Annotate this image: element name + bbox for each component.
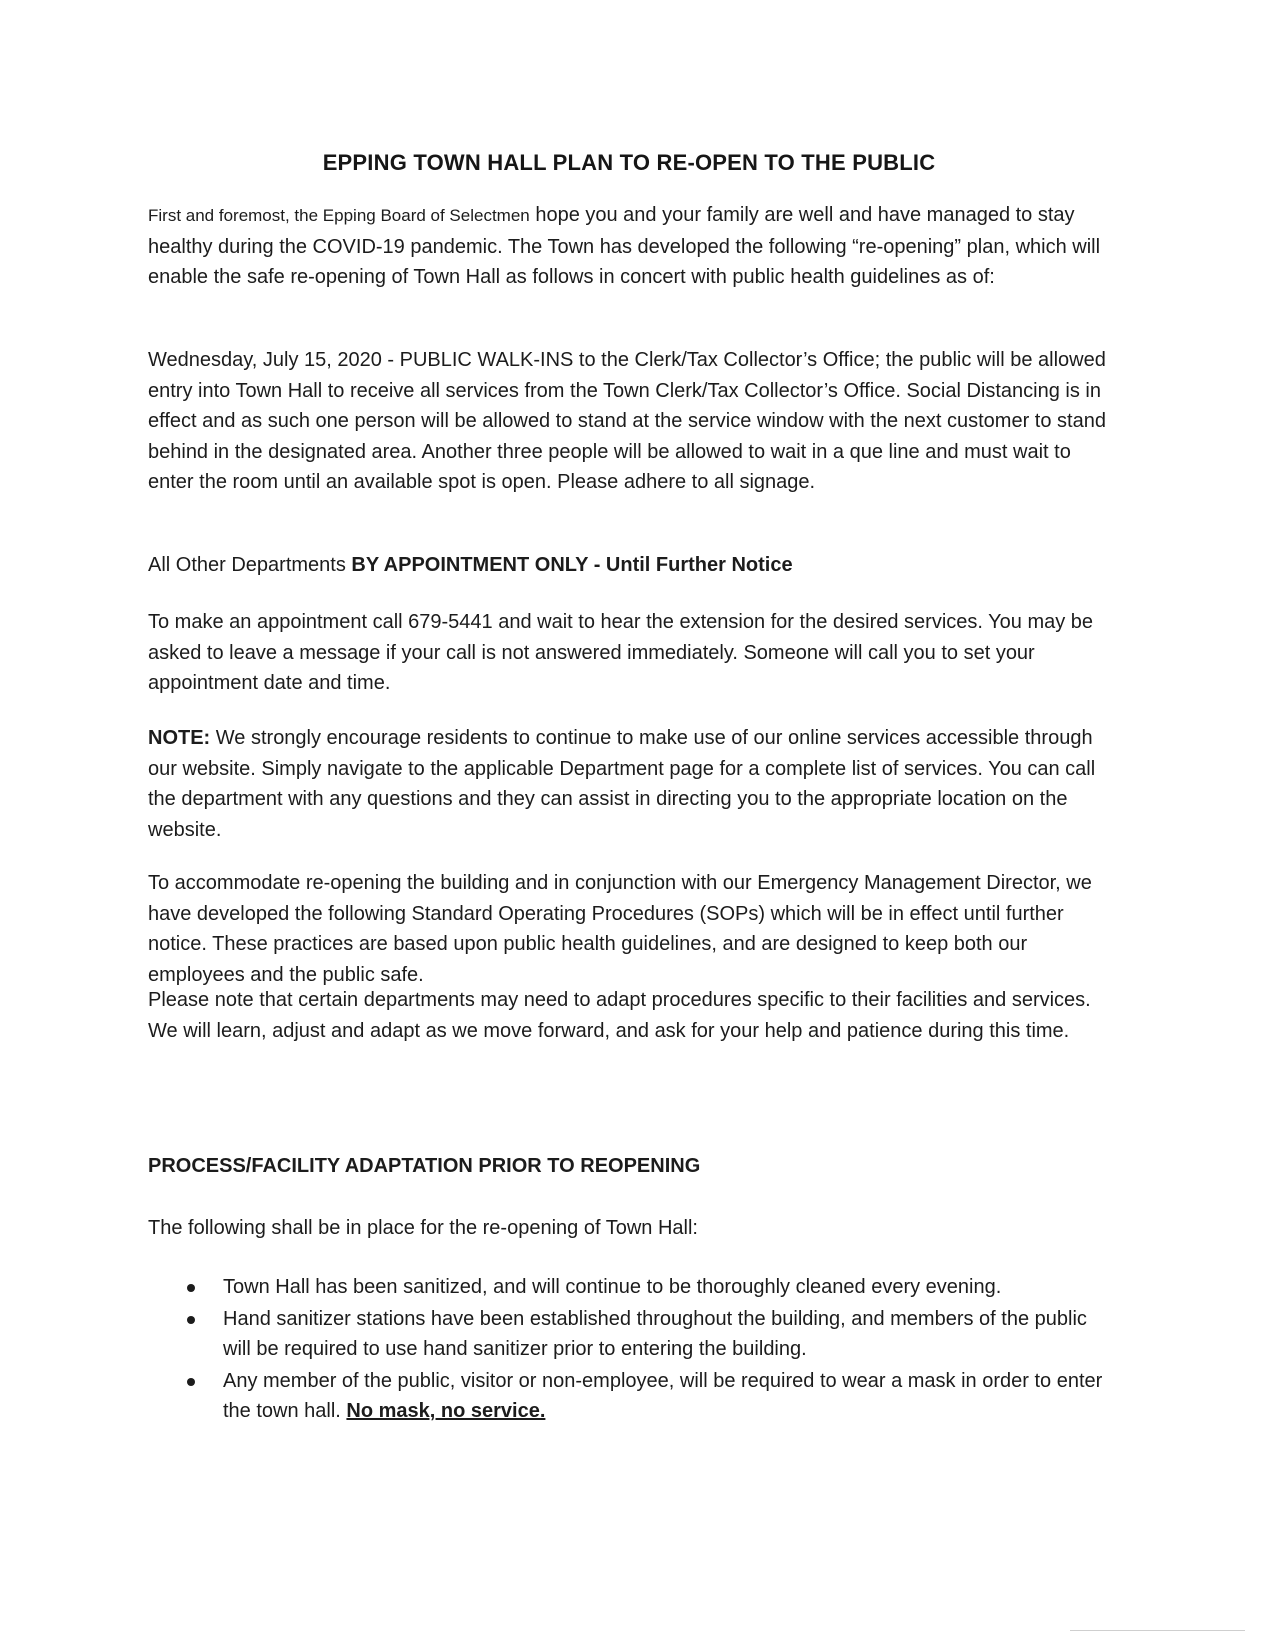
- bullet-icon: [187, 1284, 195, 1292]
- walkins-paragraph: Wednesday, July 15, 2020 - PUBLIC WALK-INS to the Clerk/Tax Collector’s Office; the public will be allowed entry into Town Hall to receive all services from the Town Clerk/Tax Collector’s Office. Social Distancing is in effect and as such one person will be allowed to stand at the service window with the next customer to stand behind in the designated area. Another three people will be allowed to wait in a que line and must wait to enter the room until an available spot is open. Please adhere to all signage.: [148, 349, 1106, 493]
- requirements-list: [148, 1272, 1118, 1428]
- intro-rest: hope you and your family are well and have managed to stay healthy during the COVID-19 pandemic. The Town has developed the following “re-opening” plan, which will enable the safe re-opening of Town Hall as follows in concert with public health guidelines as of:: [148, 204, 1101, 288]
- list-item: [148, 1366, 1118, 1427]
- note-text: We strongly encourage residents to continue to make use of our online services accessible through our website. Simply navigate to the applicable Department page for a complete list of services. You can call the department with any questions and they can assist in directing you to the appropriate location on the website.: [148, 727, 1096, 841]
- sop-paragraph: To accommodate re-opening the building and in conjunction with our Emergency Management Director, we have developed the following Standard Operating Procedures (SOPs) which will be in effect until further notice. These practices are based upon public health guidelines, and are designed to keep both our employees and the public safe.: [148, 872, 1092, 986]
- adapt-paragraph: Please note that certain departments may need to adapt procedures specific to their facilities and services. We will learn, adjust and adapt as we move forward, and ask for your help and patience during this time.: [148, 989, 1091, 1042]
- section-intro: The following shall be in place for the re-opening of Town Hall:: [148, 1217, 698, 1239]
- appointment-notice: [148, 550, 1118, 581]
- list-item: [148, 1304, 1118, 1365]
- scan-edge-line: [1070, 1630, 1245, 1631]
- bullet-icon: [187, 1316, 195, 1324]
- list-item-text: Town Hall has been sanitized, and will continue to be thoroughly cleaned every evening.: [223, 1276, 1002, 1298]
- appointment-call-paragraph: To make an appointment call 679-5441 and wait to hear the extension for the desired services. You may be asked to leave a message if your call is not answered immediately. Someone will call you to set your appointment date and time.: [148, 611, 1094, 694]
- section-heading: PROCESS/FACILITY ADAPTATION PRIOR TO REOPENING: [148, 1155, 701, 1177]
- mask-emphasis: No mask, no service.: [346, 1400, 546, 1422]
- list-item: [148, 1272, 1118, 1303]
- appointment-notice-prefix: All Other Departments: [148, 554, 352, 576]
- note-label: NOTE:: [148, 727, 211, 749]
- list-item-text: Any member of the public, visitor or non-employee, will be required to wear a mask in order to enter the town hall.: [223, 1369, 1103, 1422]
- intro-lead: First and foremost, the Epping Board of Selectmen: [148, 206, 530, 225]
- note-paragraph: [148, 723, 1118, 845]
- intro-paragraph: [148, 200, 1118, 293]
- bullet-icon: [187, 1378, 195, 1386]
- document-title: EPPING TOWN HALL PLAN TO RE-OPEN TO THE PUBLIC: [322, 150, 936, 175]
- appointment-notice-bold: BY APPOINTMENT ONLY - Until Further Notice: [351, 554, 793, 576]
- list-item-text: Hand sanitizer stations have been established throughout the building, and members of the public will be required to use hand sanitizer prior to entering the building.: [223, 1307, 1087, 1360]
